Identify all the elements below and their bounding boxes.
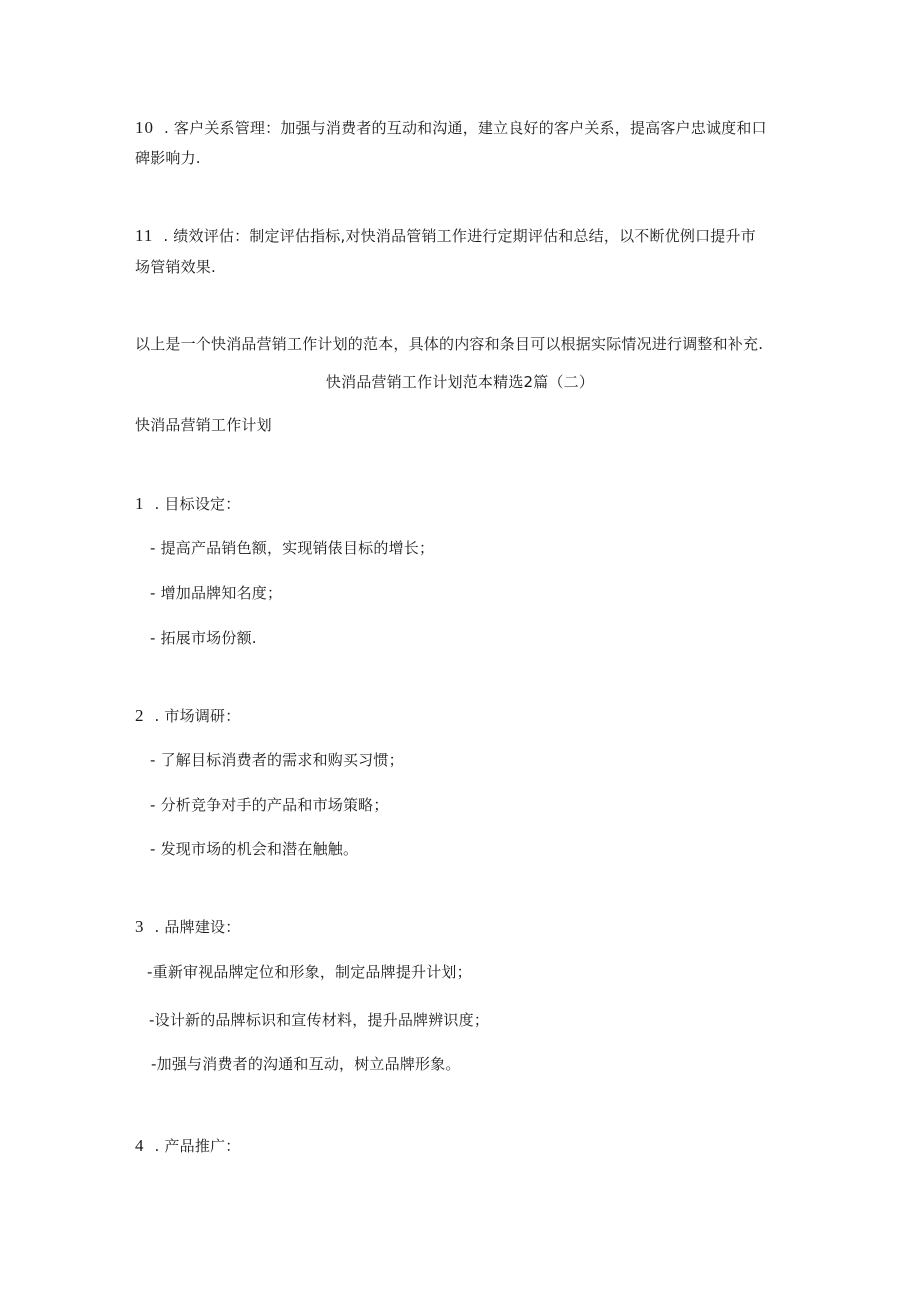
item-10-line2: 碑影响力. [135,149,201,167]
section-heading: 快消品营销工作计划范本精选2篇（二） [325,373,595,391]
item-11-line2: 场管销效果. [135,258,216,276]
item-number: 10 [135,118,154,137]
list-item: - 拓展市场份额. [150,629,257,647]
item-11-line1 [135,226,756,246]
list-item: -设计新的品牌标识和宣传材料，提升品牌辨识度； [149,1011,490,1029]
item-text: . 客户关系管理：加强与消费者的互动和沟通，建立良好的客户关系，提高客户忠诚度和口 [164,119,767,137]
section-number: 3 [135,917,145,936]
list-item: - 发现市场的机会和潜在触触。 [150,840,359,858]
list-item: - 了解目标消费者的需求和购买习惯； [150,751,404,769]
conclusion-paragraph: 以上是一个快消品营销工作计划的范本，具体的内容和条目可以根据实际情况进行调整和补充. [135,335,764,353]
list-item: - 提高产品销色额，实现销俵目标的增长； [150,539,435,557]
section-number: 4 [135,1136,145,1155]
list-item: -重新审视品牌定位和形象，制定品牌提升计划； [147,963,472,981]
section-2-title [135,706,240,726]
section-title-text: . 目标设定： [154,495,241,513]
plan-title: 快消品营销工作计划 [135,416,272,434]
item-number: 11 [135,226,154,245]
list-item: -加强与消费者的沟通和互动，树立品牌形象。 [151,1055,461,1073]
list-item: - 增加品牌知名度； [150,584,283,602]
section-title-text: . 产品推广： [154,1137,241,1155]
item-text: . 绩效评估：制定评估指标,对快消品管销工作进行定期评估和总结，以不断优例口提升市 [163,227,756,245]
section-4-title [135,1136,240,1156]
section-title-text: . 市场调研： [154,707,241,725]
section-number: 1 [135,494,145,513]
list-item: - 分析竞争对手的产品和市场策略； [150,796,389,814]
item-10-line1 [135,118,767,138]
section-3-title [135,917,240,937]
section-title-text: . 品牌建设： [154,918,241,936]
section-number: 2 [135,706,145,725]
section-1-title [135,494,240,514]
